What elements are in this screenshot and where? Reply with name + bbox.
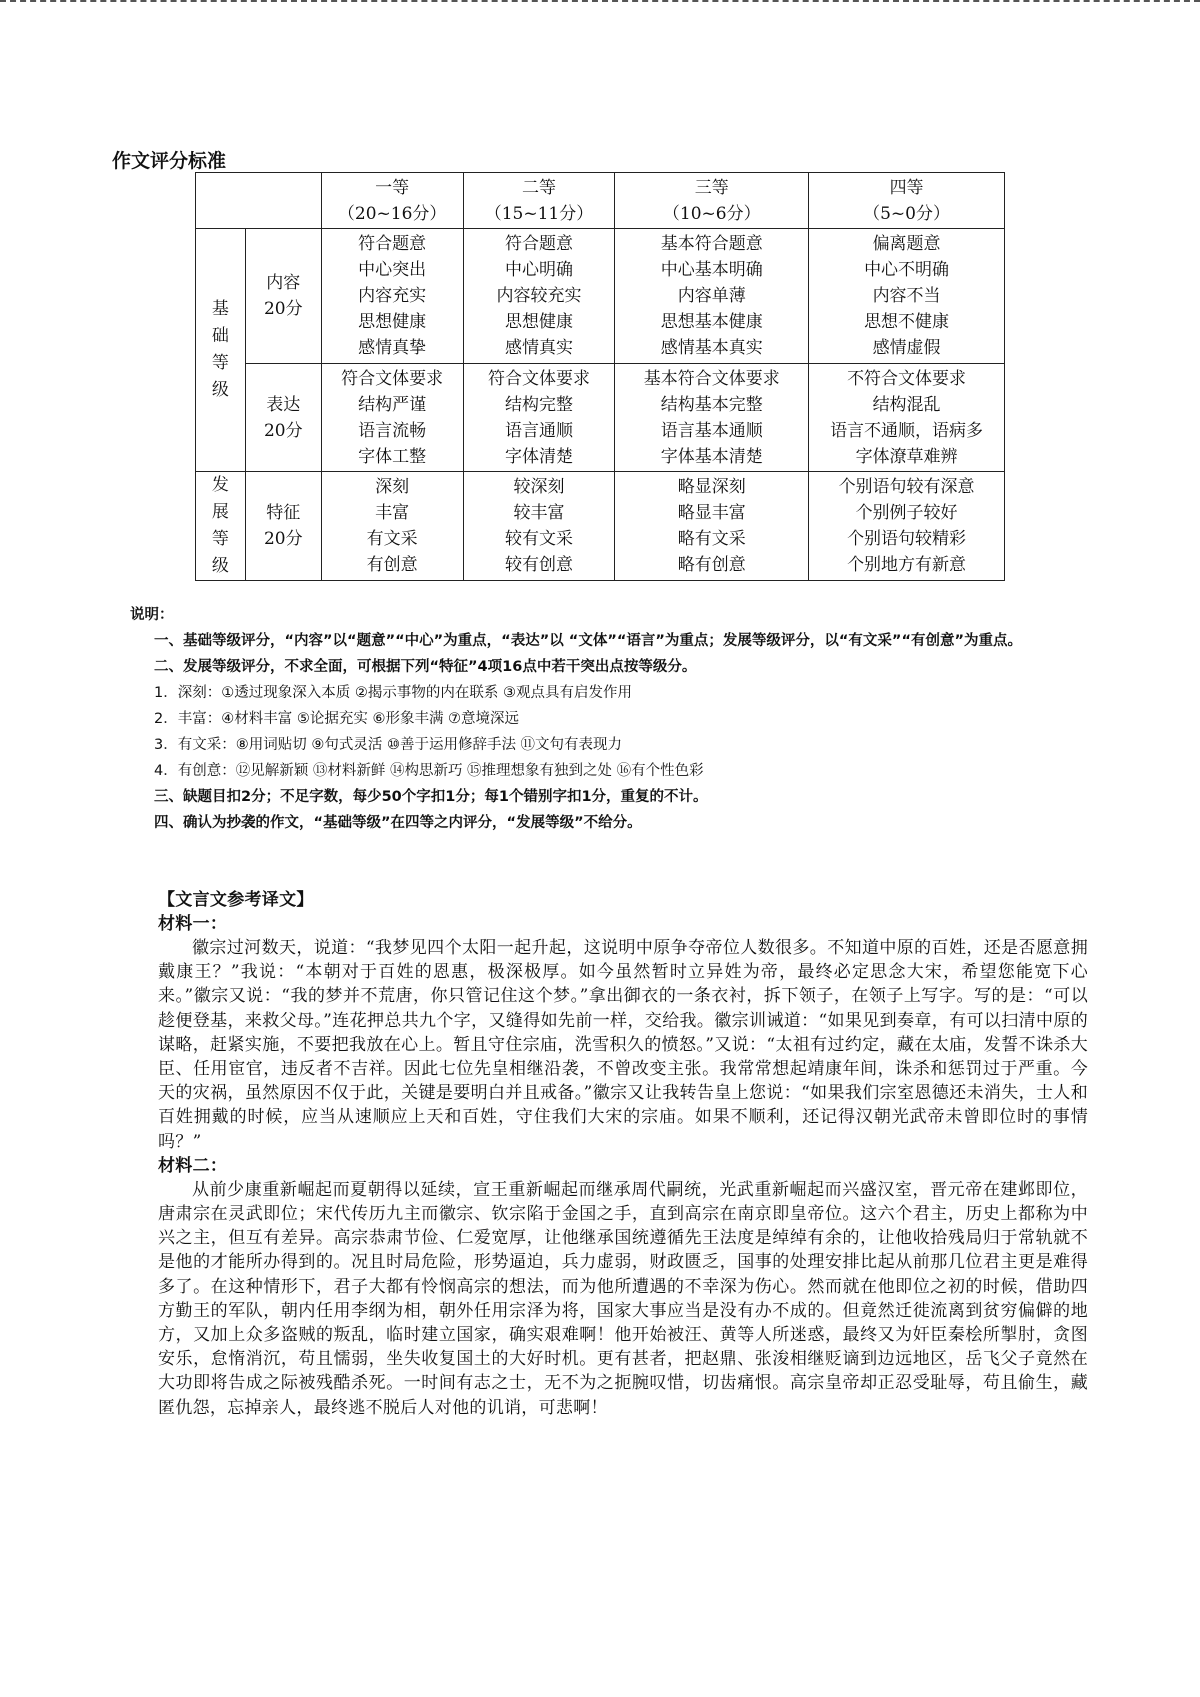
page-title: 作文评分标准 — [112, 150, 227, 172]
translation-heading: 【文言文参考译文】 — [158, 890, 314, 910]
expression-cell-grade1: 符合文体要求 结构严谨 语言流畅 字体工整 — [321, 364, 463, 472]
header-blank-cell — [196, 173, 322, 229]
expression-cell-grade3: 基本符合文体要求 结构基本完整 语言基本通顺 字体基本清楚 — [615, 364, 809, 472]
scoring-table — [195, 172, 1005, 581]
note-item-5: 3．有文采：⑧用词贴切 ⑨句式灵活 ⑩善于运用修辞手法 ⑪文句有表现力 — [154, 737, 623, 753]
note-item-6: 4．有创意：⑫见解新颖 ⑬材料新鲜 ⑭构思新巧 ⑮推理想象有独到之处 ⑯有个性色彩 — [154, 763, 704, 779]
notes-section — [130, 602, 1090, 836]
translation-section — [158, 888, 1088, 1420]
content-cell-grade1: 符合题意 中心突出 内容充实 思想健康 感情真挚 — [321, 229, 463, 364]
grade-header-1: 一等 （20~16分） — [321, 173, 463, 229]
expression-cell-grade4: 不符合文体要求 结构混乱 语言不通顺，语病多 字体潦草难辨 — [809, 364, 1005, 472]
notes-heading: 说明： — [130, 607, 174, 623]
material1-text: 徽宗过河数天，说道：“我梦见四个太阳一起升起，这说明中原争夺帝位人数很多。不知道中原的百姓，还是否愿意拥戴康王？”我说：“本朝对于百姓的恩惠，极深极厚。如今虽然暂时立异姓为帝，最终必定思念大宋，希望您能宽下心来。”徽宗又说：“我的梦并不荒唐，你只管记住这个梦。”拿出御衣的一条衣衬，拆下领子，在领子上写字。写的是：“可以趁便登基，来救父母。”连花押总共九个字，又缝得如先前一样，交给我。徽宗训诫道：“如果见到奏章，有可以扫清中原的谋略，赶紧实施，不要把我放在心上。暂且守住宗庙，洗雪积久的愤怒。”又说：“太祖有过约定，藏在太庙，发誓不诛杀大臣、任用宦官，违反者不吉祥。因此七位先皇相继沿袭，不曾改变主张。我常常想起靖康年间，诛杀和惩罚过于严重。今天的灾祸，虽然原因不仅于此，关键是要明白并且戒备。”徽宗又让我转告皇上您说：“如果我们宗室恩德还未消失，士人和百姓拥戴的时候，应当从速顺应上天和百姓，守住我们大宋的宗庙。如果不顺利，还记得汉朝光武帝未曾即位时的事情吗？” — [158, 938, 1088, 1152]
feature-cell-grade2: 较深刻 较丰富 较有文采 较有创意 — [463, 472, 615, 581]
note-item-3: 1．深刻：①透过现象深入本质 ②揭示事物的内在联系 ③观点具有启发作用 — [154, 685, 632, 701]
material2-text: 从前少康重新崛起而夏朝得以延续，宣王重新崛起而继承周代嗣统，光武重新崛起而兴盛汉室，晋元帝在建邺即位，唐肃宗在灵武即位；宋代传历九主而徽宗、钦宗陷于金国之手，直到高宗在南京即皇帝位。这六个君主，历史上都称为中兴之主，但互有差异。高宗恭肃节俭、仁爱宽厚，让他继承国统遵循先王法度是绰绰有余的，让他收拾残局归于常轨就不是他的才能所办得到的。况且时局危险，形势逼迫，兵力虚弱，财政匮乏，国事的处理安排比起从前那几位君主更是难得多了。在这种情形下，君子大都有怜悯高宗的想法，而为他所遭遇的不幸深为伤心。然而就在他即位之初的时候，借助四方勤王的军队，朝内任用李纲为相，朝外任用宗泽为将，国家大事应当是没有办不成的。但竟然迁徙流离到贫穷偏僻的地方，又加上众多盗贼的叛乱，临时建立国家，确实艰难啊！他开始被汪、黄等人所迷惑，最终又为奸臣秦桧所掣肘，贪图安乐，怠惰消沉，苟且懦弱，坐失收复国土的大好时机。更有甚者，把赵鼎、张浚相继贬谪到边远地区，岳飞父子竟然在大功即将告成之际被残酷杀死。一时间有志之士，无不为之扼腕叹惜，切齿痛恨。高宗皇帝却正忍受耻辱，苟且偷生，藏匿仇怨，忘掉亲人，最终逃不脱后人对他的讥诮，可悲啊！ — [158, 1179, 1088, 1418]
feature-cell-grade1: 深刻 丰富 有文采 有创意 — [321, 472, 463, 581]
page-top-border — [0, 0, 1200, 2]
grade-header-4: 四等 （5~0分） — [809, 173, 1005, 229]
content-cell-grade4: 偏离题意 中心不明确 内容不当 思想不健康 感情虚假 — [809, 229, 1005, 364]
note-item-7: 三、缺题目扣2分；不足字数，每少50个字扣1分；每1个错别字扣1分，重复的不计。 — [154, 789, 708, 805]
feature-cell-grade3: 略显深刻 略显丰富 略有文采 略有创意 — [615, 472, 809, 581]
material1-label: 材料一： — [158, 914, 228, 934]
feature-cell-grade4: 个别语句较有深意 个别例子较好 个别语句较精彩 个别地方有新意 — [809, 472, 1005, 581]
feature-item-label: 特征 20分 — [245, 472, 321, 581]
expression-cell-grade2: 符合文体要求 结构完整 语言通顺 字体清楚 — [463, 364, 615, 472]
note-item-2: 二、发展等级评分，不求全面，可根据下列“特征”4项16点中若干突出点按等级分。 — [154, 659, 697, 675]
grade-header-3: 三等 （10~6分） — [615, 173, 809, 229]
material2-label: 材料二： — [158, 1155, 228, 1176]
basic-level-label: 基 础 等 级 — [196, 229, 246, 472]
expression-item-label: 表达 20分 — [245, 364, 321, 472]
grade-header-2: 二等 （15~11分） — [463, 173, 615, 229]
note-item-8: 四、确认为抄袭的作文，“基础等级”在四等之内评分，“发展等级”不给分。 — [154, 815, 642, 831]
content-row — [196, 229, 1005, 364]
content-cell-grade3: 基本符合题意 中心基本明确 内容单薄 思想基本健康 感情基本真实 — [615, 229, 809, 364]
expression-row — [196, 364, 1005, 472]
note-item-1: 一、基础等级评分，“内容”以“题意”“中心”为重点，“表达”以 “文体”“语言”为重点；发展等级评分，以“有文采”“有创意”为重点。 — [154, 633, 1023, 649]
content-item-label: 内容 20分 — [245, 229, 321, 364]
note-item-4: 2．丰富：④材料丰富 ⑤论据充实 ⑥形象丰满 ⑦意境深远 — [154, 711, 520, 727]
content-cell-grade2: 符合题意 中心明确 内容较充实 思想健康 感情真实 — [463, 229, 615, 364]
development-level-label: 发 展 等 级 — [196, 472, 246, 581]
grade-header-row — [196, 173, 1005, 229]
feature-row — [196, 472, 1005, 581]
